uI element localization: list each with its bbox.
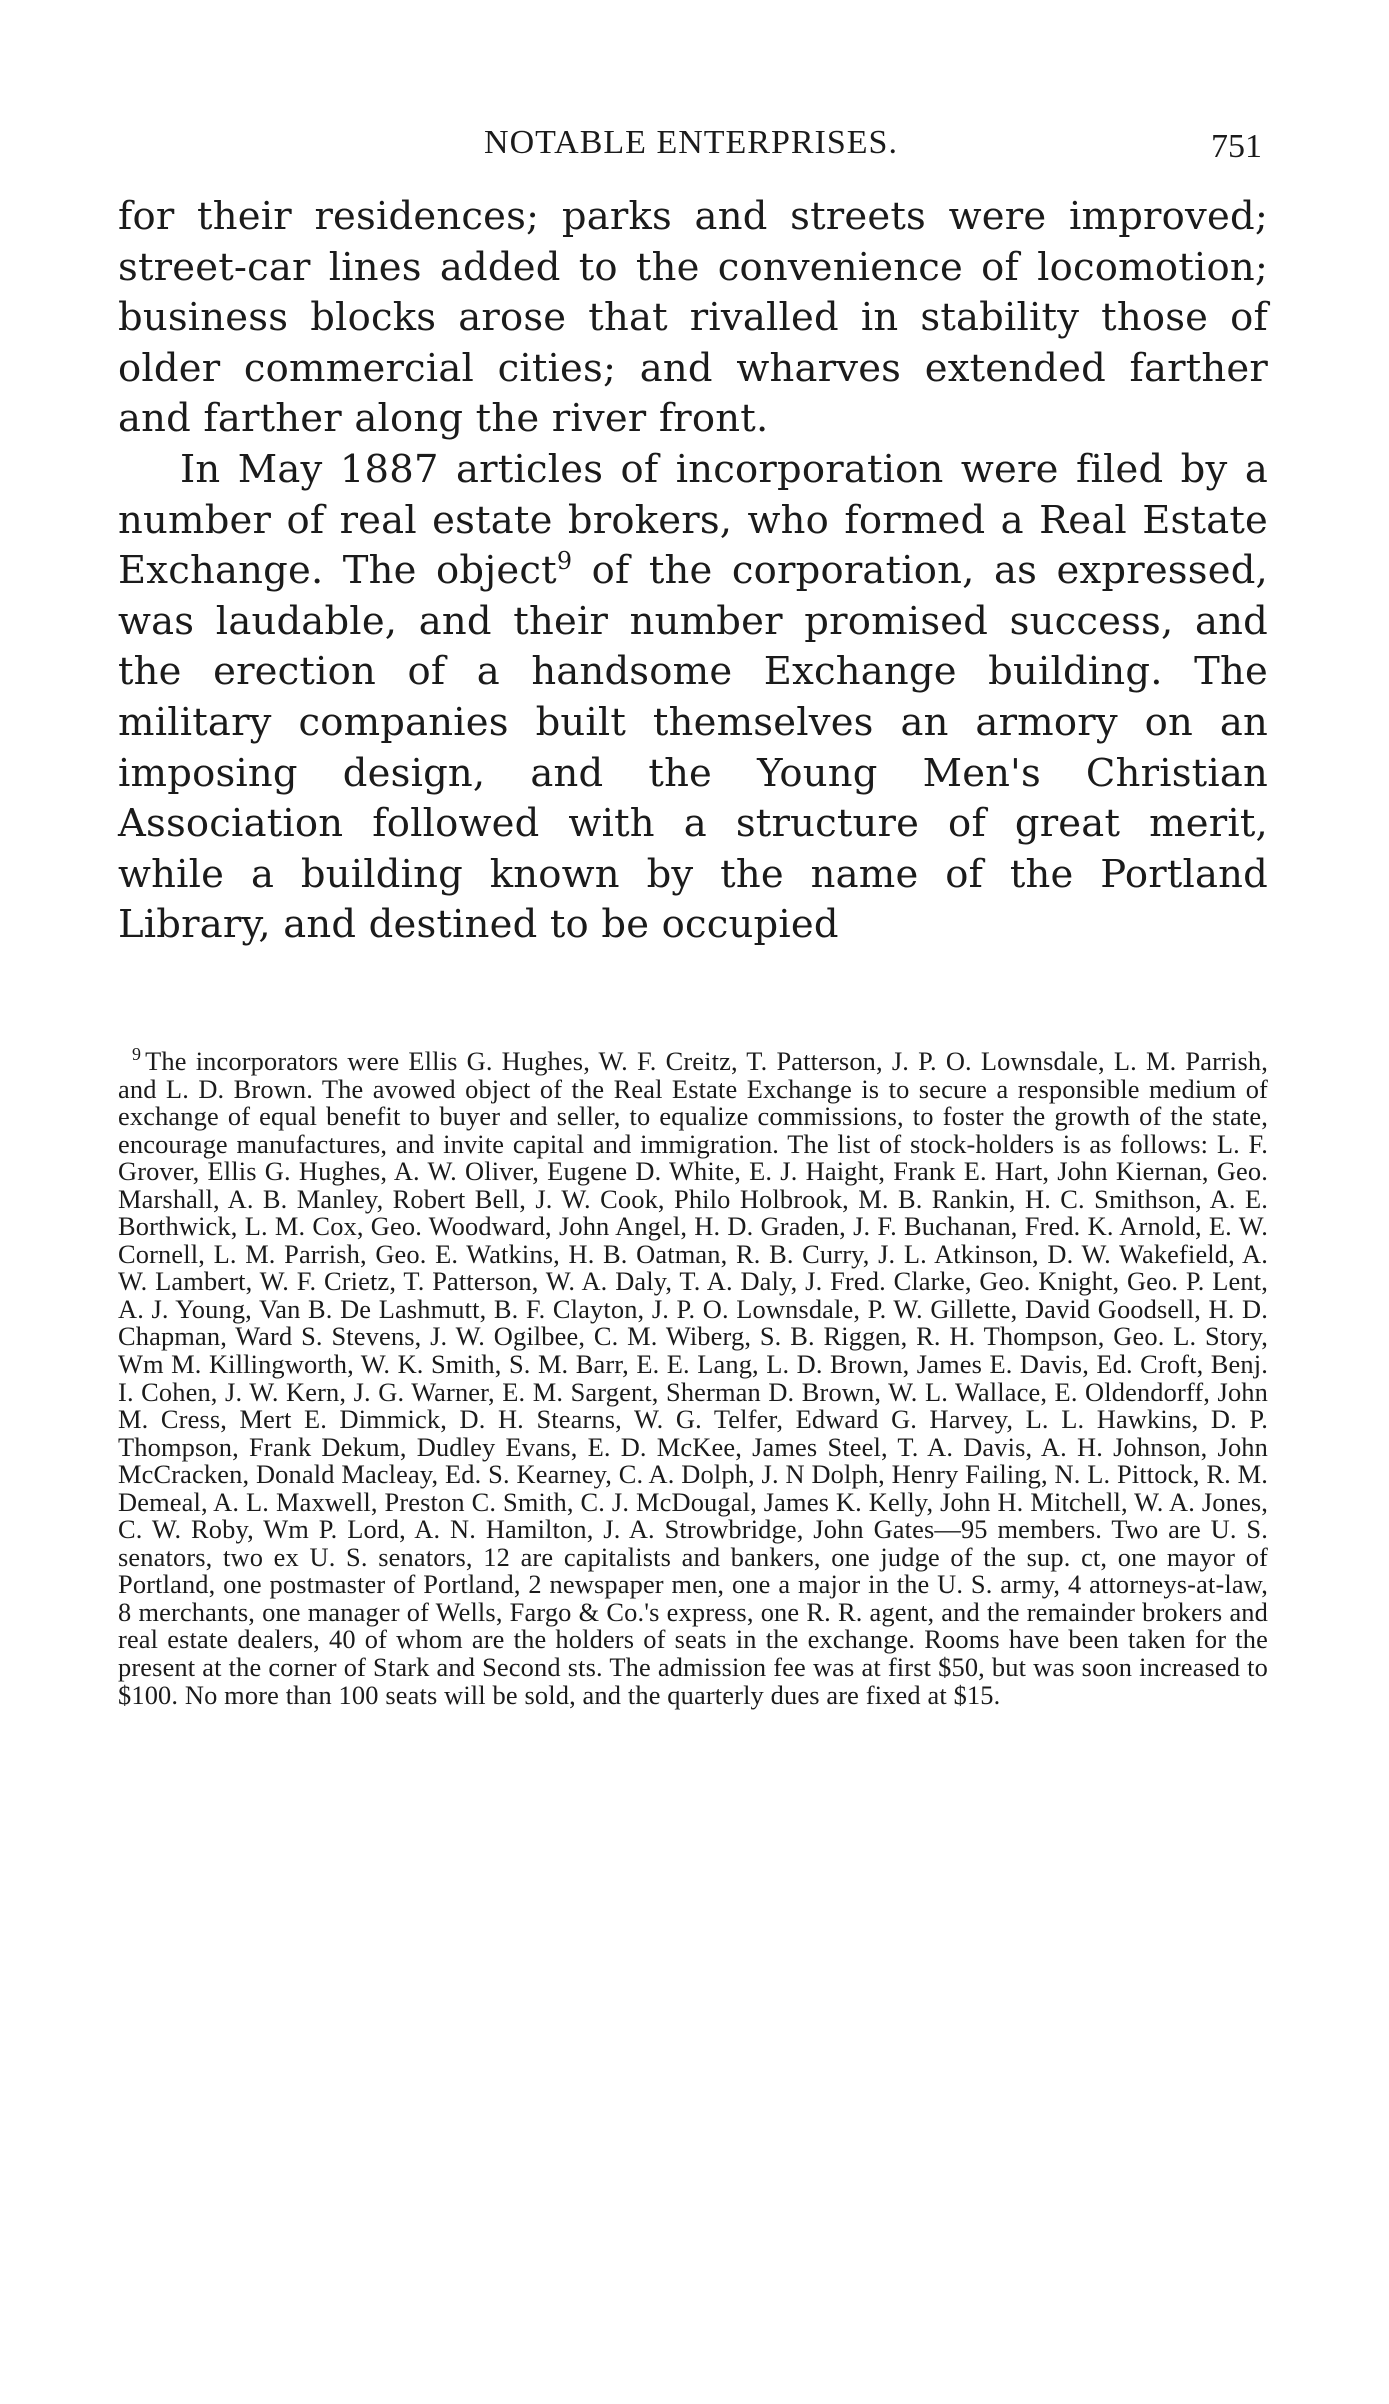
paragraph-continued: for their residences; parks and streets were improved; street-car lines added to the convenience of locomotion; business blocks arose that rivalled in stability those of older commercial cities; and wharves extended farther and farther along the river front. bbox=[118, 194, 1268, 442]
running-title: NOTABLE ENTERPRISES. bbox=[484, 124, 898, 161]
running-head bbox=[120, 118, 1262, 168]
footnote-text: The incorporators were Ellis G. Hughes, W. F. Creitz, T. Patterson, J. P. O. Lownsdale, L. M. Parrish, and L. D. Brown. The avowed object of the Real Estate Exchange is to secure a responsible medium of exchange of equal benefit to buyer and seller, to equalize commissions, to foster the growth of the state, encourage manufactures, and invite capital and immigration. The list of stock-holders is as follows: L. F. Grover, Ellis G. Hughes, A. W. Oliver, Eugene D. White, E. J. Haight, Frank E. Hart, John Kiernan, Geo. Marshall, A. B. Manley, Robert Bell, J. W. Cook, Philo Holbrook, M. B. Rankin, H. C. Smithson, A. E. Borthwick, L. M. Cox, Geo. Woodward, John Angel, H. D. Graden, J. F. Buchanan, Fred. K. Arnold, E. W. Cornell, L. M. Parrish, Geo. E. Watkins, H. B. Oatman, R. B. Curry, J. L. Atkinson, D. W. Wakefield, A. W. Lambert, W. F. Crietz, T. Patterson, W. A. Daly, T. A. Daly, J. Fred. Clarke, Geo. Knight, Geo. P. Lent, A. J. Young, Van B. De Lashmutt, B. F. Clayton, J. P. O. Lownsdale, P. W. Gillette, David Goodsell, H. D. Chapman, Ward S. Stevens, J. W. Ogilbee, C. M. Wiberg, S. B. Riggen, R. H. Thompson, Geo. L. Story, Wm M. Killingworth, W. K. Smith, S. M. Barr, E. E. Lang, L. D. Brown, James E. Davis, Ed. Croft, Benj. I. Cohen, J. W. Kern, J. G. Warner, E. M. Sargent, Sherman D. Brown, W. L. Wallace, E. Oldendorff, John M. Cress, Mert E. Dimmick, D. H. Stearns, W. G. Telfer, Edward G. Harvey, L. L. Hawkins, D. P. Thompson, Frank Dekum, Dudley Evans, E. D. McKee, James Steel, T. A. Davis, A. H. Johnson, John McCracken, Donald Macleay, Ed. S. Kearney, C. A. Dolph, J. N Dolph, Henry Failing, N. L. Pittock, R. M. Demeal, A. L. Maxwell, Preston C. Smith, C. J. McDougal, James K. Kelly, John H. Mitchell, W. A. Jones, C. W. Roby, Wm P. Lord, A. N. Hamilton, J. A. Strowbridge, John Gates—95 members. Two are U. S. senators, two ex U. S. senators, 12 are capitalists and bankers, one judge of the sup. ct, one mayor of Portland, one postmaster of Portland, 2 newspaper men, one a major in the U. S. army, 4 attorneys-at-law, 8 merchants, one manager of Wells, Fargo & Co.'s express, one R. R. agent, and the remainder brokers and real estate dealers, 40 of whom are the holders of seats in the exchange. Rooms have been taken for the present at the corner of Stark and Second sts. The admission fee was at first $50, but was soon increased to $100. No more than 100 seats will be sold, and the quarterly dues are fixed at $15. bbox=[118, 1046, 1268, 1710]
footnote-paragraph bbox=[118, 1044, 1268, 1710]
paragraph-text-before-note: In May 1887 articles of incorporation were filed by a number of real estate brokers, who formed a Real Estate Exchange. The object bbox=[118, 446, 1268, 594]
footnote-reference[interactable]: 9 bbox=[556, 547, 573, 576]
footnote bbox=[118, 1044, 1268, 1710]
paragraph-text-after-note: of the corporation, as expressed, was laudable, and their number promised success, and the erection of a handsome Exchange building. The military companies built themselves an armory on an imposing design, and the Young Men's Christian Association followed with a structure of great merit, while a building known by the name of the Portland Library, and destined to be occupied bbox=[118, 548, 1268, 948]
paragraph-real-estate-exchange bbox=[118, 445, 1268, 951]
main-text bbox=[118, 192, 1268, 951]
page-number: 751 bbox=[1211, 128, 1262, 165]
footnote-marker: 9 bbox=[132, 1044, 142, 1065]
